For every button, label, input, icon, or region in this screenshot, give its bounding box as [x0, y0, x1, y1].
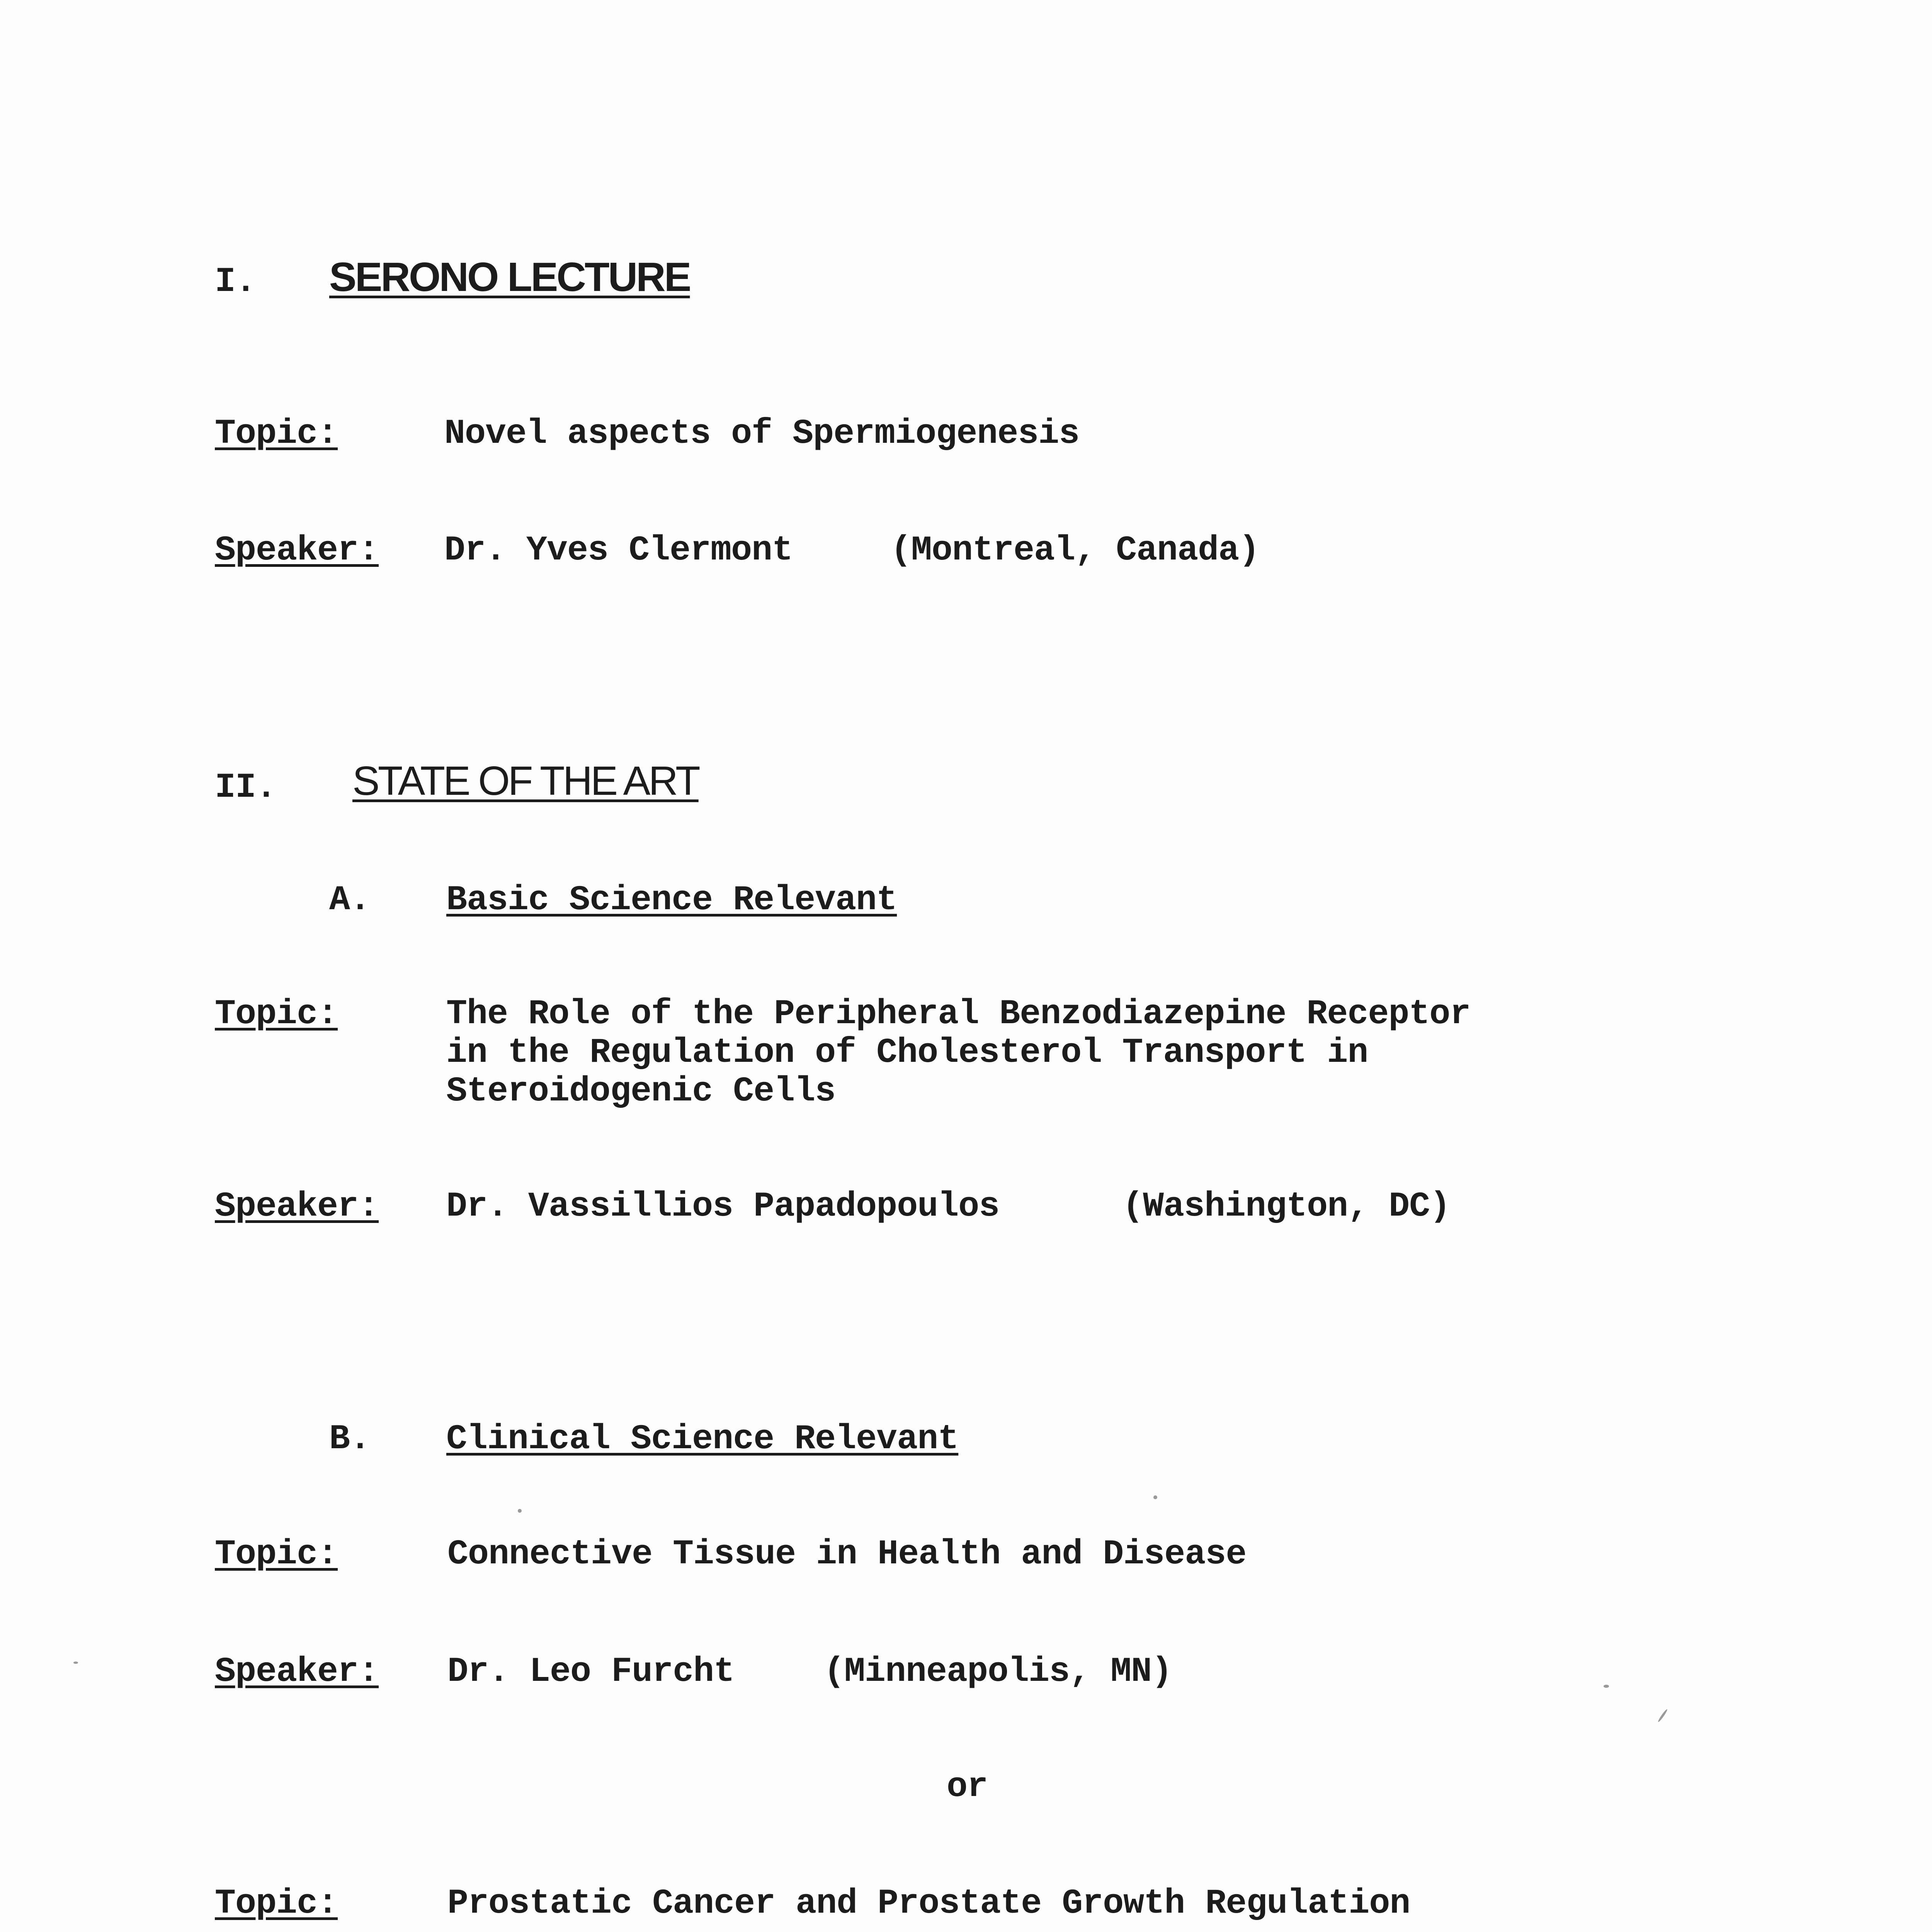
subsection-a-topic-label: Topic: — [215, 995, 338, 1034]
scan-speck — [1604, 1685, 1609, 1688]
subsection-a-letter: A. — [329, 881, 371, 920]
section-1-numeral: I. — [215, 262, 256, 302]
subsection-b-option-2-topic: Prostatic Cancer and Prostate Growth Regulation — [447, 1884, 1410, 1923]
subsection-a-title: Basic Science Relevant — [446, 881, 897, 920]
subsection-a-topic-line-1: The Role of the Peripheral Benzodiazepine Receptor — [446, 995, 1471, 1034]
scan-speck — [1153, 1495, 1157, 1499]
section-1-topic: Novel aspects of Spermiogenesis — [444, 414, 1080, 454]
subsection-b-letter: B. — [329, 1420, 371, 1459]
subsection-a-topic-line-3: Steroidogenic Cells — [446, 1072, 836, 1111]
section-1-speaker: Dr. Yves Clermont — [444, 531, 793, 570]
subsection-b-option-1-speaker-label: Speaker: — [215, 1652, 379, 1692]
subsection-a-speaker-label: Speaker: — [215, 1187, 379, 1226]
subsection-a-location: (Washington, DC) — [1122, 1187, 1451, 1226]
section-1-speaker-label: Speaker: — [215, 531, 379, 570]
section-1-topic-label: Topic: — [215, 414, 338, 454]
section-1-location: (Montreal, Canada) — [891, 531, 1260, 570]
section-1-heading: SERONO LECTURE — [329, 254, 690, 300]
subsection-b-option-1-location: (Minneapolis, MN) — [824, 1652, 1172, 1692]
subsection-a-speaker: Dr. Vassillios Papadopoulos — [446, 1187, 1000, 1226]
scan-speck — [518, 1509, 522, 1513]
section-2-heading: STATE OF THE ART — [352, 758, 699, 804]
scan-speck — [1657, 1709, 1668, 1723]
subsection-b-option-1-topic: Connective Tissue in Health and Disease — [447, 1535, 1247, 1574]
section-2-numeral: II. — [215, 768, 277, 808]
subsection-b-option-2-topic-label: Topic: — [215, 1884, 338, 1923]
subsection-b-option-1-speaker: Dr. Leo Furcht — [447, 1652, 735, 1692]
subsection-b-separator: or — [947, 1767, 988, 1807]
subsection-b-title: Clinical Science Relevant — [446, 1420, 959, 1459]
section-1-speaker-row — [215, 533, 379, 568]
subsection-a-topic-line-2: in the Regulation of Cholesterol Transport in — [446, 1033, 1368, 1073]
subsection-b-option-1-topic-label: Topic: — [215, 1535, 338, 1574]
scan-speck — [73, 1662, 78, 1664]
